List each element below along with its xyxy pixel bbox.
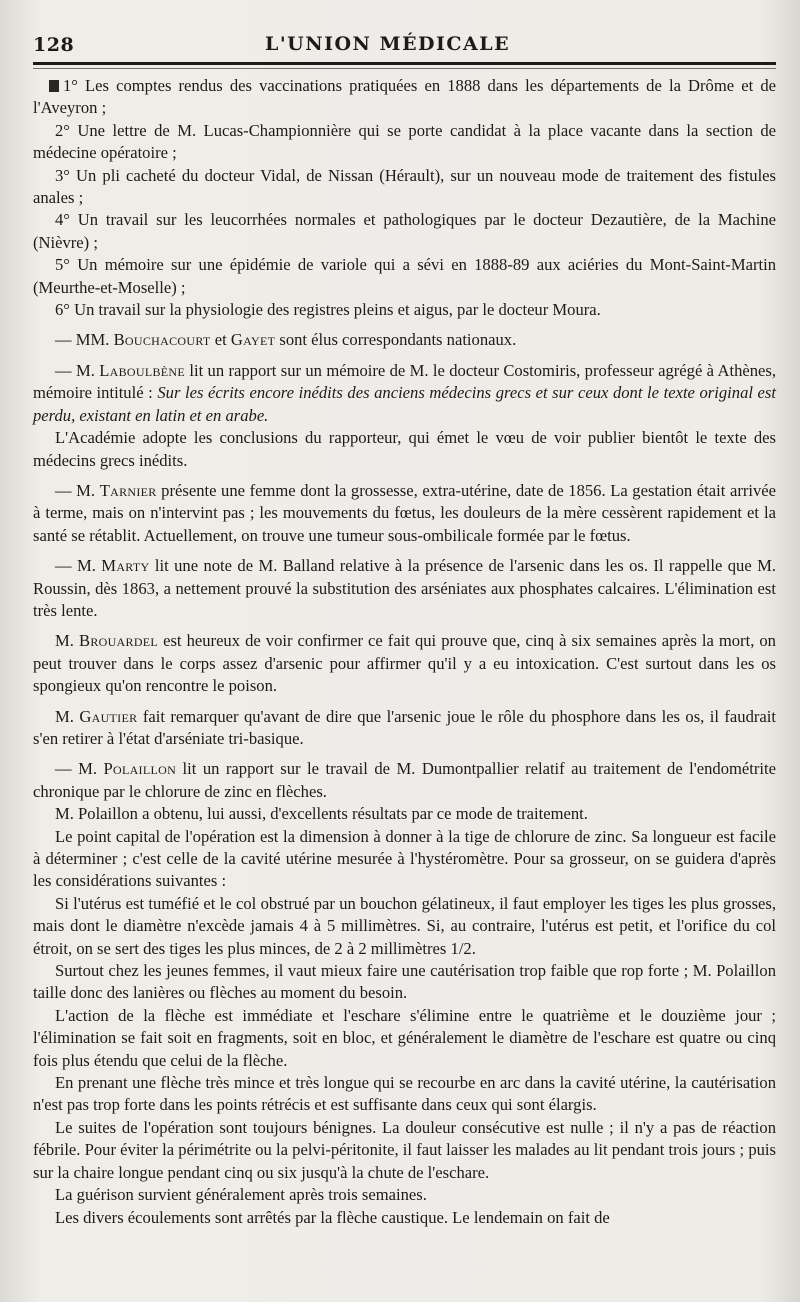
memoir-title: Sur les écrits encore inédits des anciens médecins grecs et sur ceux dont le texte original est perdu, existant en latin et en arabe. [33, 383, 776, 425]
person-name: Laboulbène [99, 360, 186, 380]
paragraph [33, 555, 776, 622]
text-run: lit un rapport sur le travail de M. Dumontpallier relatif au traitement de l'endométrite chronique par le chlorure de zinc en flèches. [33, 759, 777, 801]
paragraph [33, 480, 776, 547]
header-rule [33, 62, 776, 65]
paragraph: L'Académie adopte les conclusions du rapporteur, qui émet le vœu de voir publier bientôt le texte des médecins grecs inédits. [33, 428, 776, 470]
person-name: Gautier [79, 706, 138, 726]
paragraph: En prenant une flèche très mince et très longue qui se recourbe en arc dans la cavité utérine, la cautérisation n'est pas trop forte dans les points rétrécis et est suffisante dans ceux qui sont élargis. [33, 1073, 776, 1115]
text-run: fait remarquer qu'avant de dire que l'arsenic joue le rôle du phosphore dans les os, il faudrait s'en retirer à l'état d'arséniate tri-basique. [33, 706, 776, 748]
person-name: Bouchacourt [113, 330, 211, 350]
person-name: Tarnier [99, 480, 157, 500]
header-rule-thin [33, 68, 776, 69]
paragraph [33, 75, 776, 120]
text-run: — M. [55, 360, 100, 380]
page-number: 128 [33, 34, 75, 56]
text-run: — M. [55, 556, 102, 576]
person-name: Gayet [230, 330, 276, 350]
paragraph: 2° Une lettre de M. Lucas-Championnière qui se porte candidat à la place vacante dans la section de médecine opératoire ; [33, 120, 776, 163]
text-run: présente une femme dont la grossesse, extra-utérine, date de 1856. La gestation était arrivée à terme, mais on n'intervint pas ; les mouvements du fœtus, les douleurs de la mère cessèrent rapidement et la santé se rétablit. Actuellement, on trouve une tumeur sous-ombilicale formée par le fœtus. [33, 480, 777, 545]
person-name: Brouardel [78, 631, 159, 651]
text-run: — M. [55, 759, 104, 779]
paragraph: 5° Un mémoire sur une épidémie de variole qui a sévi en 1888-89 aux aciéries du Mont-Saint-Martin (Meurthe-et-Moselle) ; [33, 255, 776, 297]
person-name: Polaillon [103, 759, 177, 779]
text-run: et [210, 330, 231, 350]
paragraph: Le suites de l'opération sont toujours bénignes. La douleur consécutive est nulle ; il n'y a pas de réaction fébrile. Pour éviter la périmétrite ou la pelvi-péritonite, il faut laisser les malades au lit pendant trois jours ; puis sur la chaire longue pendant cinq ou six jusqu'à la chute de l'eschare. [33, 1117, 776, 1182]
text-run: lit un rapport sur un mémoire de M. le docteur Costomiris, professeur agrégé à Athènes, mémoire intitulé : [33, 360, 777, 403]
article-body [33, 75, 776, 1229]
bullet-marker-icon [49, 80, 59, 92]
paragraph [33, 360, 776, 427]
paragraph [33, 630, 776, 697]
text-run: sont élus correspondants nationaux. [275, 330, 517, 350]
paragraph: Le point capital de l'opération est la dimension à donner à la tige de chlorure de zinc. Sa longueur est facile à déterminer ; c'est celle de la cavité utérine mesurée à l'hystéromètre. Pour sa grosseur, on se guidera d'après les considérations suivantes : [33, 826, 776, 891]
paragraph: M. Polaillon a obtenu, lui aussi, d'excellents résultats par ce mode de traitement. [55, 804, 588, 824]
text-run: M. [55, 631, 79, 651]
person-name: Marty [101, 556, 150, 576]
paragraph: 6° Un travail sur la physiologie des registres pleins et aigus, par le docteur Moura. [55, 300, 601, 320]
paragraph [33, 329, 776, 351]
paragraph: 3° Un pli cacheté du docteur Vidal, de Nissan (Hérault), sur un nouveau mode de traitement des fistules anales ; [33, 165, 776, 208]
text-run: est heureux de voir confirmer ce fait qui prouve que, cinq à six semaines après la mort, on peut trouver dans le corps assez d'arsenic pour affirmer qu'il y a eu intoxication. C'est surtout dans les os spongieux qu'on rencontre le poison. [33, 631, 776, 696]
paragraph: Les divers écoulements sont arrêtés par la flèche caustique. Le lendemain on fait de [55, 1207, 610, 1227]
running-head [33, 30, 728, 62]
paragraph: L'action de la flèche est immédiate et l'eschare s'élimine entre le quatrième et le douzième jour ; l'élimination se fait soit en fragments, soit en bloc, et généralement le diamètre de l'eschare est quatre ou cinq fois plus étendu que celui de la flèche. [33, 1005, 776, 1070]
text-run: — MM. [55, 330, 114, 350]
paragraph [33, 758, 776, 803]
paragraph [33, 706, 776, 751]
paragraph: 4° Un travail sur les leucorrhées normales et pathologiques par le docteur Dezautière, de la Machine (Nièvre) ; [33, 210, 776, 252]
journal-title: L'UNION MÉDICALE [265, 33, 511, 55]
text-run: M. [55, 706, 80, 726]
paragraph: La guérison survient généralement après trois semaines. [55, 1185, 427, 1205]
text-run: lit une note de M. Balland relative à la présence de l'arsenic dans les os. Il rappelle que M. Roussin, dès 1863, a nettement prouvé la substitution des arséniates aux phosphates calcaires. L'élimination est très lente. [33, 556, 776, 620]
paragraph: Surtout chez les jeunes femmes, il vaut mieux faire une cautérisation trop faible que rop forte ; M. Polaillon taille donc des lanières ou flèches au moment du besoin. [33, 961, 776, 1003]
paragraph: Si l'utérus est tuméfié et le col obstrué par un bouchon gélatineux, il faut employer les tiges les plus grosses, mais dont le diamètre n'excède jamais 4 à 5 millimètres. Si, au contraire, l'utérus est petit, et l'orifice du col étroit, on se sert des tiges les plus minces, de 2 à 2 millimètres 1/2. [33, 893, 776, 958]
text-run: — M. [55, 480, 100, 500]
paragraph-text: 1° Les comptes rendus des vaccinations pratiquées en 1888 dans les départements de la Drôme et de l'Aveyron ; [33, 76, 776, 118]
